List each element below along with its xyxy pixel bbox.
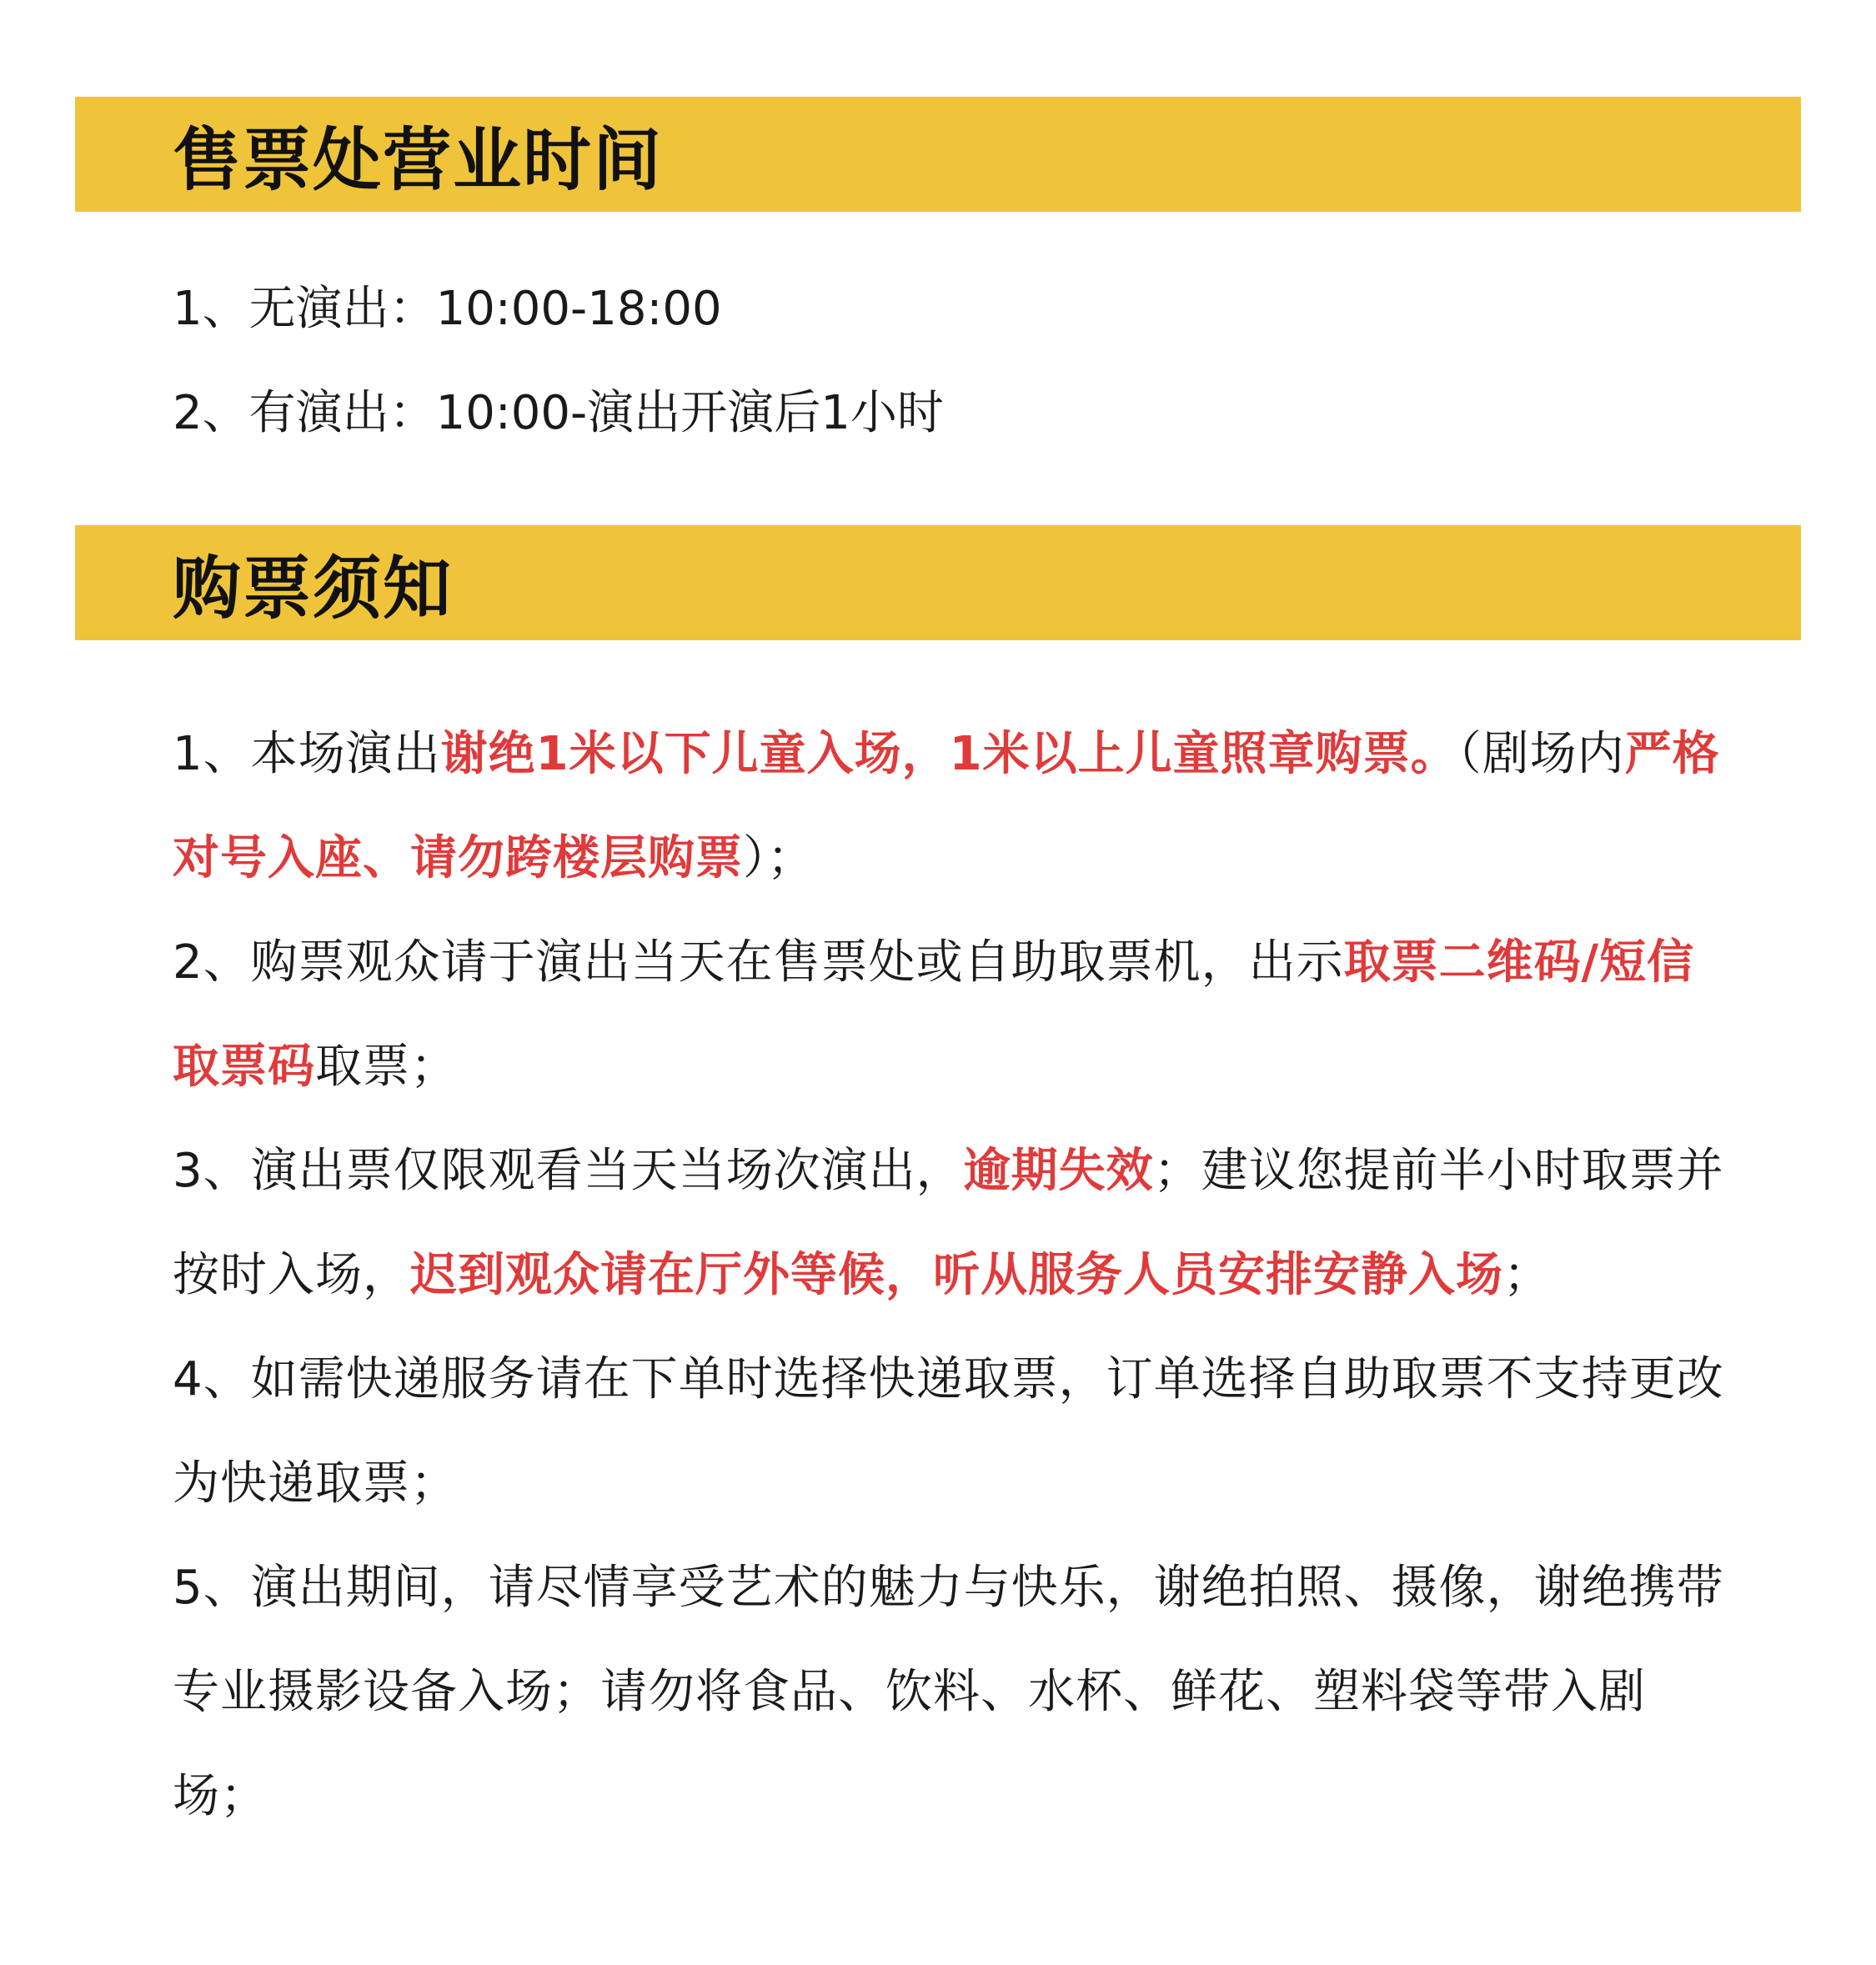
- hours-item-no-show: 1、无演出：10:00-18:00: [173, 282, 722, 336]
- hours-item-show: 2、有演出：10:00-演出开演后1小时: [173, 386, 944, 440]
- notice-section-header: [75, 525, 1801, 640]
- notice-item-conduct: [173, 1536, 1732, 1848]
- notice-highlight: 严格对号入座、请勿跨楼层购票: [173, 727, 1720, 885]
- notice-section-title: 购票须知: [173, 549, 454, 629]
- hours-list: [173, 257, 1757, 465]
- notice-item-children-policy: [173, 702, 1732, 910]
- hours-section-title: 售票处营业时间: [173, 120, 664, 200]
- notice-text: 取票；: [315, 1040, 458, 1094]
- notice-text: 4、如需快递服务请在下单时选择快递取票，订单选择自助取票不支持更改为快递取票；: [173, 1352, 1724, 1511]
- notice-text: 3、演出票仅限观看当天当场次演出，: [173, 1144, 964, 1198]
- notice-text: 2、购票观众请于演出当天在售票处或自助取票机，出示: [173, 935, 1344, 990]
- notice-item-delivery: [173, 1327, 1732, 1536]
- hours-section-header: [75, 97, 1801, 212]
- notice-text: ；建议您提前半小时取票并按时入场，: [173, 1144, 1724, 1302]
- notice-highlight: 取票二维码/短信取票码: [173, 935, 1695, 1094]
- notice-list: [173, 702, 1732, 1848]
- notice-text: 1、本场演出: [173, 727, 441, 781]
- notice-text: 5、演出期间，请尽情享受艺术的魅力与快乐，谢绝拍照、摄像，谢绝携带专业摄影设备入场；请勿将食品、饮料、水杯、鲜花、塑料袋等带入剧场；: [173, 1561, 1724, 1823]
- notice-text: ）；: [743, 831, 815, 885]
- notice-highlight: 逾期失效: [963, 1144, 1154, 1198]
- notice-item-validity: [173, 1119, 1732, 1327]
- notice-text: ；: [1503, 1248, 1551, 1302]
- notice-highlight: 迟到观众请在厅外等候，听从服务人员安排安静入场: [410, 1248, 1503, 1302]
- notice-item-ticket-pickup: [173, 910, 1732, 1119]
- notice-highlight: 谢绝1米以下儿童入场，1米以上儿童照章购票。: [440, 727, 1458, 781]
- notice-text: （剧场内: [1457, 727, 1625, 781]
